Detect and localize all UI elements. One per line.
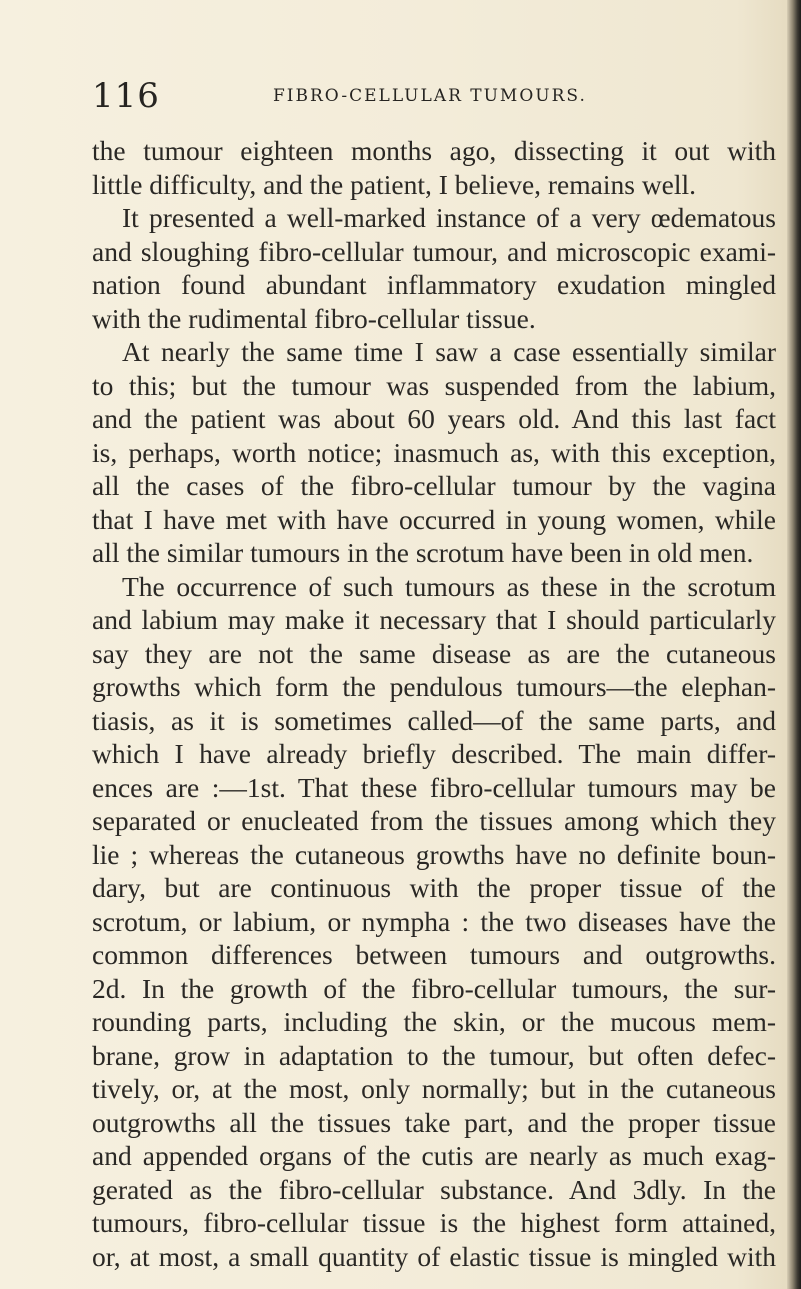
body-text <box>92 134 776 1273</box>
text-line: little difficulty, and the patient, I believe, remains well. <box>92 168 697 200</box>
text-line: The occurrence of such tumours as these in the scrotum <box>122 570 776 602</box>
text-line: scrotum, or labium, or nympha : the two diseases have the <box>92 905 776 937</box>
text-line: tively, or, at the most, only normally; but in the cutaneous <box>92 1073 776 1104</box>
text-line: the tumour eighteen months ago, dissecting it out with <box>92 135 776 166</box>
text-line: gerated as the fibro-cellular substance. And 3dly. In the <box>92 1173 776 1205</box>
text-line: all the cases of the fibro-cellular tumour by the vagina <box>92 470 776 501</box>
text-line: and appended organs of the cutis are nearly as much exag- <box>92 1140 776 1171</box>
text-line: ences are :—1st. That these fibro-cellular tumours may be <box>92 771 776 803</box>
text-line: all the similar tumours in the scrotum have been in old men. <box>92 537 754 568</box>
text-line: outgrowths all the tissues take part, and the proper tissue <box>92 1106 776 1138</box>
text-line: with the rudimental fibro-cellular tissue. <box>92 302 536 334</box>
text-line: lie ; whereas the cutaneous growths have no definite boun- <box>92 838 776 870</box>
text-line: common differences between tumours and outgrowths. <box>92 939 776 970</box>
text-line: and the patient was about 60 years old. And this last fact <box>92 403 776 434</box>
text-line: and labium may make it necessary that I should particularly <box>92 604 776 635</box>
text-line: dary, but are continuous with the proper tissue of the <box>92 872 776 903</box>
text-line: which I have already briefly described. The main differ- <box>92 738 776 769</box>
text-line: that I have met with have occurred in young women, while <box>92 503 776 535</box>
running-head: FIBRO-CELLULAR TUMOURS. <box>273 86 587 106</box>
text-line: It presented a well-marked instance of a very œdematous <box>122 202 776 233</box>
text-line: tumours, fibro-cellular tissue is the highest form attained, <box>92 1207 776 1238</box>
text-line: is, perhaps, worth notice; inasmuch as, with this exception, <box>92 436 776 468</box>
page-header <box>92 76 776 116</box>
text-line: or, at most, a small quantity of elastic tissue is mingled with <box>92 1240 776 1272</box>
text-line: At nearly the same time I saw a case essentially similar <box>122 336 776 367</box>
page-edge-shadow <box>787 0 801 1289</box>
text-line: tiasis, as it is sometimes called—of the same parts, and <box>92 704 776 736</box>
text-line: rounding parts, including the skin, or the mucous mem- <box>92 1006 776 1037</box>
text-line: nation found abundant inflammatory exudation mingled <box>92 269 776 300</box>
text-line: to this; but the tumour was suspended from the labium, <box>92 369 776 401</box>
text-line: 2d. In the growth of the fibro-cellular tumours, the sur- <box>92 972 776 1004</box>
text-line: and sloughing fibro-cellular tumour, and microscopic exami- <box>92 235 776 267</box>
page-number: 116 <box>92 76 160 116</box>
text-line: growths which form the pendulous tumours—the elephan- <box>92 671 776 702</box>
text-line: brane, grow in adaptation to the tumour, but often defec- <box>92 1039 776 1071</box>
text-line: say they are not the same disease as are the cutaneous <box>92 637 776 669</box>
text-line: separated or enucleated from the tissues among which they <box>92 805 776 836</box>
